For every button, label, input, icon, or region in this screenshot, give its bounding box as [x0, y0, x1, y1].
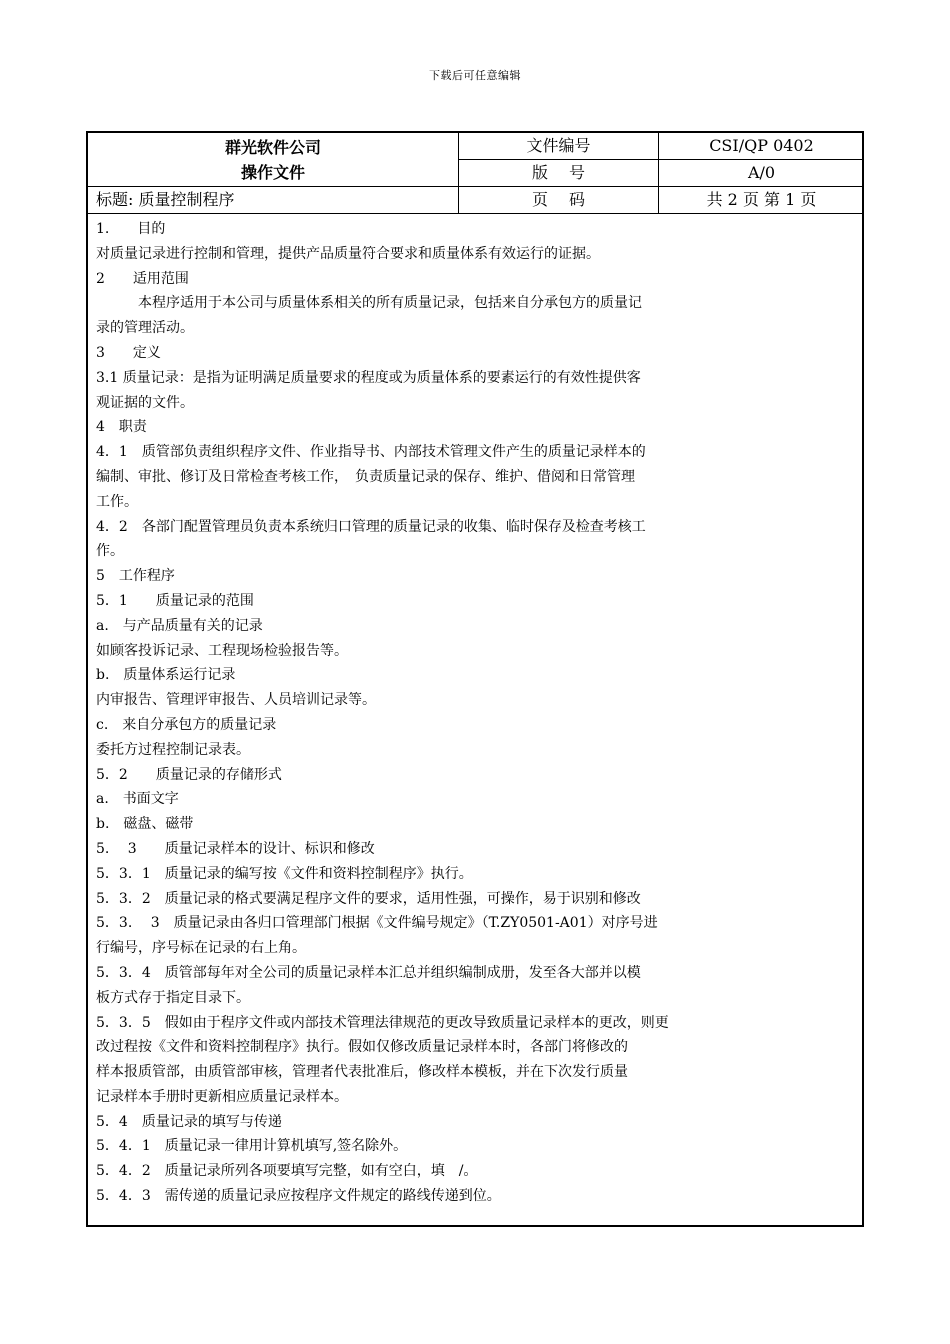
body-line: 5．3. 3 质量记录由各归口管理部门根据《文件编号规定》（T.ZY0501-A01）对序号进: [96, 915, 658, 932]
body-line: 5．4．2 质量记录所列各项要填写完整，如有空白，填 /。: [96, 1163, 478, 1180]
body-line: 录的管理活动。: [96, 320, 194, 337]
top-note: 下载后可任意编辑: [429, 69, 521, 82]
document-title: 标题: 质量控制程序: [88, 187, 459, 213]
body-line: 3.1 质量记录：是指为证明满足质量要求的程度或为质量体系的要素运行的有效性提供客: [96, 369, 641, 386]
body-line: 内审报告、管理评审报告、人员培训记录等。: [96, 692, 376, 709]
body-line: 5．4．1 质量记录一律用计算机填写,签名除外。: [96, 1138, 408, 1155]
header-table: [88, 133, 862, 214]
body-line: 5．2 质量记录的存储形式: [96, 766, 282, 783]
body-line: 记录样本手册时更新相应质量记录样本。: [96, 1088, 348, 1105]
body-line: 委托方过程控制记录表。: [96, 741, 250, 758]
file-number-value: CSI/QP 0402: [659, 133, 864, 160]
body-line: 作。: [96, 543, 124, 560]
body-line: b. 磁盘、磁带: [96, 816, 194, 833]
body-line: 编制、审批、修订及日常检查考核工作， 负责质量记录的保存、维护、借阅和日常管理: [96, 468, 635, 485]
page-value: 共 2 页 第 1 页: [706, 190, 817, 209]
body-line: 4 职责: [96, 419, 147, 436]
version-value: A/0: [659, 160, 864, 187]
body-line: 5．3．1 质量记录的编写按《文件和资料控制程序》执行。: [96, 865, 473, 882]
document-table: [86, 131, 864, 1227]
body-line: 样本报质管部，由质管部审核，管理者代表批准后，修改样本模板，并在下次发行质量: [96, 1064, 628, 1081]
body-line: 本程序适用于本公司与质量体系相关的所有质量记录，包括来自分承包方的质量记: [96, 295, 642, 312]
company-name: 群光软件公司: [224, 138, 321, 157]
body-line: 4．2 各部门配置管理员负责本系统归口管理的质量记录的收集、临时保存及检查考核工: [96, 518, 646, 535]
body-line: 5. 3 质量记录样本的设计、标识和修改: [96, 840, 375, 857]
body-line: a. 书面文字: [96, 791, 179, 808]
document-body: [88, 214, 862, 1209]
body-line: 5．3．5 假如由于程序文件或内部技术管理法律规范的更改导致质量记录样本的更改，则更: [96, 1014, 669, 1031]
version-label: 版 号: [459, 160, 659, 187]
page-label: 页 码: [459, 187, 659, 213]
body-line: a. 与产品质量有关的记录: [96, 617, 263, 634]
document-type: 操作文件: [240, 163, 305, 182]
body-line: 1. 目的: [96, 221, 166, 237]
body-line: 如顾客投诉记录、工程现场检验报告等。: [96, 642, 348, 659]
body-line: 4．1 质管部负责组织程序文件、作业指导书、内部技术管理文件产生的质量记录样本的: [96, 444, 646, 461]
body-line: 观证据的文件。: [96, 394, 194, 411]
body-line: 5．3．4 质管部每年对全公司的质量记录样本汇总并组织编制成册，发至各大部并以模: [96, 964, 641, 981]
company-cell: [88, 133, 459, 187]
body-line: 5．4．3 需传递的质量记录应按程序文件规定的路线传递到位。: [96, 1188, 501, 1205]
body-line: 5．1 质量记录的范围: [96, 592, 254, 609]
body-line: 5 工作程序: [96, 568, 175, 585]
body-line: 3 定义: [96, 344, 161, 361]
body-line: 板方式存于指定目录下。: [96, 989, 250, 1006]
file-number-label: 文件编号: [459, 133, 659, 160]
body-line: 对质量记录进行控制和管理，提供产品质量符合要求和质量体系有效运行的证据。: [96, 245, 600, 262]
body-line: 改过程按《文件和资料控制程序》执行。假如仅修改质量记录样本时，各部门将修改的: [96, 1039, 628, 1056]
body-line: 工作。: [96, 493, 138, 510]
body-line: 行编号，序号标在记录的右上角。: [96, 940, 306, 957]
body-line: c. 来自分承包方的质量记录: [96, 716, 277, 733]
body-line: b. 质量体系运行记录: [96, 667, 236, 684]
body-line: 5．4 质量记录的填写与传递: [96, 1113, 282, 1130]
body-line: 2 适用范围: [96, 270, 189, 287]
body-line: 5．3．2 质量记录的格式要满足程序文件的要求，适用性强，可操作，易于识别和修改: [96, 890, 641, 907]
